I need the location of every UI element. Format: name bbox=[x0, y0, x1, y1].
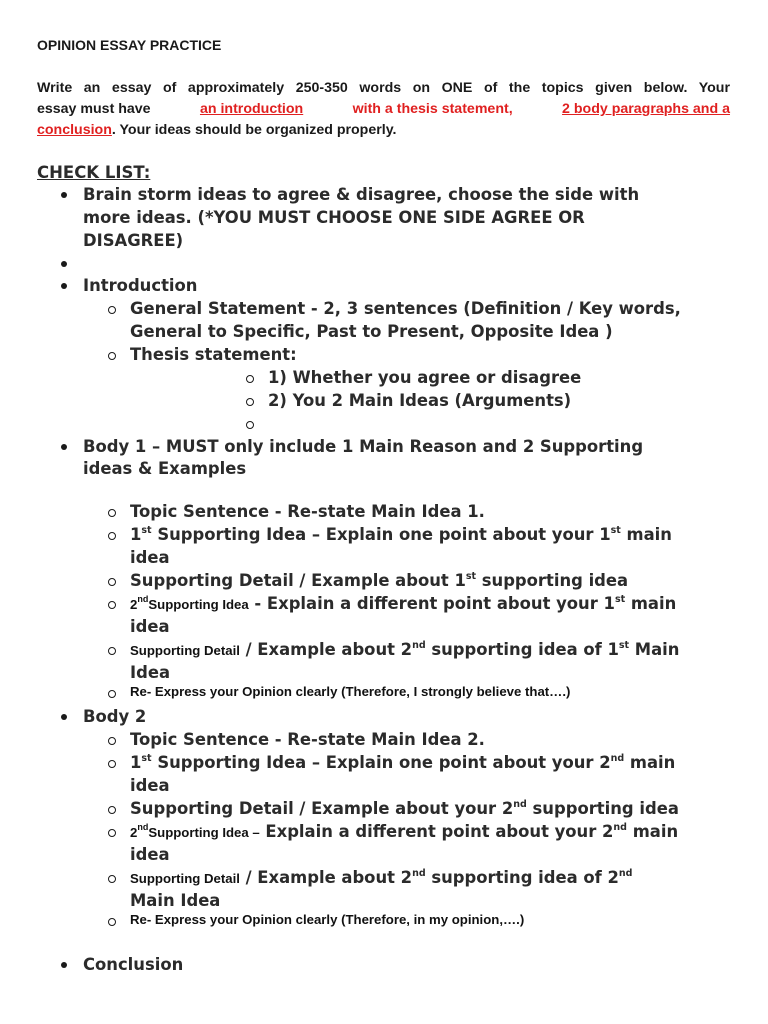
body2-supporting-detail-1: Supporting Detail / Example about your 2nd supporting idea bbox=[130, 798, 679, 818]
circle-bullet-icon bbox=[108, 760, 116, 768]
circle-bullet-icon bbox=[246, 398, 254, 406]
instructions-line-2 bbox=[37, 101, 730, 117]
circle-bullet-icon bbox=[108, 601, 116, 609]
body2-supporting-idea-1-cont: idea bbox=[130, 776, 170, 795]
body1-supporting-detail-1: Supporting Detail / Example about 1st supporting idea bbox=[130, 570, 629, 590]
brainstorm-line-3: DISAGREE) bbox=[83, 231, 184, 250]
body1-reexpress-opinion: Re- Express your Opinion clearly (Therefore, I strongly believe that….) bbox=[130, 684, 571, 699]
circle-bullet-icon bbox=[108, 306, 116, 314]
bullet-icon bbox=[61, 962, 67, 968]
bullet-icon bbox=[61, 714, 67, 720]
body1-topic-sentence: Topic Sentence - Re-state Main Idea 1. bbox=[130, 502, 485, 521]
body2-topic-sentence: Topic Sentence - Re-state Main Idea 2. bbox=[130, 730, 485, 749]
body2-supporting-idea-2-cont: idea bbox=[130, 845, 170, 864]
body1-heading-line-1: Body 1 – MUST only include 1 Main Reason and 2 Supporting bbox=[83, 437, 644, 456]
instructions-line-1: Write an essay of approximately 250-350 words on ONE of the topics given below. Your bbox=[37, 80, 730, 96]
body2-reexpress-opinion: Re- Express your Opinion clearly (Therefore, in my opinion,….) bbox=[130, 912, 525, 927]
circle-bullet-icon bbox=[108, 532, 116, 540]
thesis-item-2: 2) You 2 Main Ideas (Arguments) bbox=[268, 391, 572, 410]
circle-bullet-icon bbox=[108, 737, 116, 745]
body1-supporting-idea-2: 2ndSupporting Idea - Explain a different point about your 1st main bbox=[130, 593, 677, 613]
bullet-icon bbox=[61, 283, 67, 289]
body1-supporting-detail-2-cont: Idea bbox=[130, 663, 171, 682]
body1-heading-line-2: ideas & Examples bbox=[83, 459, 247, 478]
body2-heading: Body 2 bbox=[83, 707, 147, 726]
brainstorm-line-2: more ideas. (*YOU MUST CHOOSE ONE SIDE AGREE OR bbox=[83, 208, 585, 227]
checklist-heading: CHECK LIST: bbox=[37, 163, 151, 182]
body1-supporting-detail-2: Supporting Detail / Example about 2nd supporting idea of 1st Main bbox=[130, 639, 680, 659]
requirement-thesis: with a thesis statement, bbox=[352, 101, 513, 117]
conclusion-label: Conclusion bbox=[83, 955, 184, 974]
requirement-conclusion: conclusion bbox=[37, 122, 112, 138]
circle-bullet-icon bbox=[108, 806, 116, 814]
bullet-icon bbox=[61, 261, 67, 267]
bullet-icon bbox=[61, 444, 67, 450]
circle-bullet-icon bbox=[108, 829, 116, 837]
body1-supporting-idea-1: 1st Supporting Idea – Explain one point about your 1st main bbox=[130, 524, 672, 544]
requirement-introduction: an introduction bbox=[199, 101, 304, 117]
circle-bullet-icon bbox=[108, 352, 116, 360]
brainstorm-line-1: Brain storm ideas to agree & disagree, choose the side with bbox=[83, 185, 640, 204]
thesis-statement-label: Thesis statement: bbox=[130, 345, 297, 364]
body2-supporting-idea-1: 1st Supporting Idea – Explain one point about your 2nd main bbox=[130, 752, 676, 772]
general-statement-line-2: General to Specific, Past to Present, Opposite Idea ) bbox=[130, 322, 613, 341]
instructions-line-3 bbox=[37, 122, 396, 138]
circle-bullet-icon bbox=[108, 690, 116, 698]
body2-supporting-idea-2: 2ndSupporting Idea – Explain a different point about your 2nd main bbox=[130, 821, 679, 841]
body2-supporting-detail-2-cont: Main Idea bbox=[130, 891, 221, 910]
requirement-body: 2 body paragraphs and a bbox=[562, 101, 730, 117]
thesis-item-1: 1) Whether you agree or disagree bbox=[268, 368, 582, 387]
introduction-label: Introduction bbox=[83, 276, 198, 295]
instructions-text: . Your ideas should be organized properly. bbox=[111, 122, 397, 138]
body2-supporting-detail-2: Supporting Detail / Example about 2nd supporting idea of 2nd bbox=[130, 867, 633, 887]
body1-supporting-idea-1-cont: idea bbox=[130, 548, 170, 567]
bullet-icon bbox=[61, 192, 67, 198]
circle-bullet-icon bbox=[108, 509, 116, 517]
general-statement-line-1: General Statement - 2, 3 sentences (Definition / Key words, bbox=[130, 299, 681, 318]
page-title: OPINION ESSAY PRACTICE bbox=[37, 37, 222, 53]
circle-bullet-icon bbox=[108, 875, 116, 883]
circle-bullet-icon bbox=[108, 578, 116, 586]
body1-supporting-idea-2-cont: idea bbox=[130, 617, 170, 636]
circle-bullet-icon bbox=[108, 647, 116, 655]
circle-bullet-icon bbox=[108, 918, 116, 926]
circle-bullet-icon bbox=[246, 421, 254, 429]
instructions-text: essay must have bbox=[37, 101, 151, 117]
circle-bullet-icon bbox=[246, 375, 254, 383]
